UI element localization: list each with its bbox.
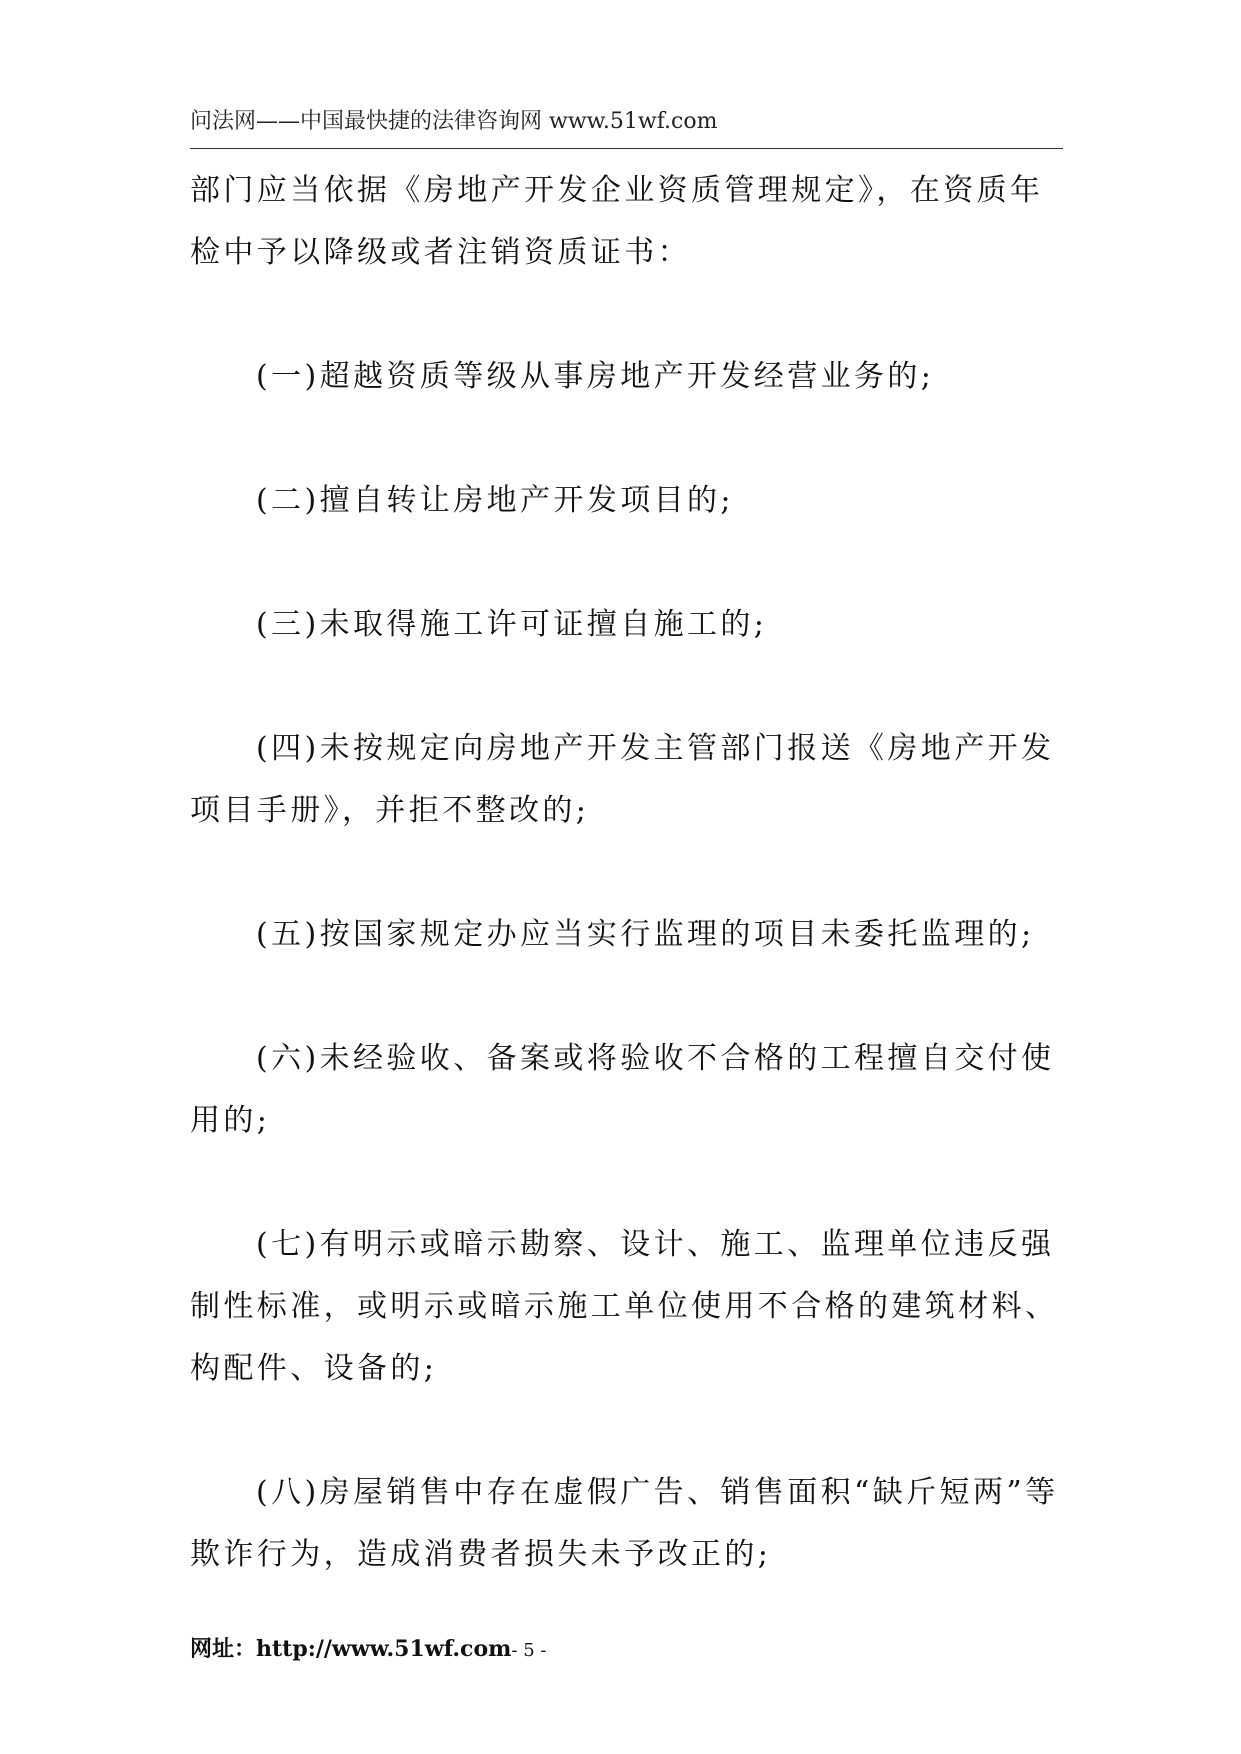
clause-7: (七)有明示或暗示勘察、设计、施工、监理单位违反强制性标准，或明示或暗示施工单位使用不合格的建筑材料、构配件、设备的; (190, 1227, 1059, 1386)
header-divider (190, 148, 1063, 149)
document-body (190, 160, 1065, 1648)
clause-6: (六)未经验收、备案或将验收不合格的工程擅自交付使用的; (190, 1041, 1055, 1138)
clause-3: (三)未取得施工许可证擅自施工的; (256, 607, 768, 642)
footer-url: 网址：http://www.51wf.com (190, 1636, 512, 1662)
clause-1: (一)超越资质等级从事房地产开发经营业务的; (256, 359, 935, 394)
header-text: 问法网——中国最快捷的法律咨询网 www.51wf.com (190, 109, 718, 134)
clause-8: (八)房屋销售中存在虚假广告、销售面积“缺斤短两”等欺诈行为，造成消费者损失未予改正的; (190, 1475, 1059, 1572)
page-number: - 5 - (511, 1640, 547, 1661)
clause-2: (二)擅自转让房地产开发项目的; (256, 483, 734, 518)
page-footer (190, 1632, 546, 1663)
clause-5: (五)按国家规定办应当实行监理的项目未委托监理的; (256, 917, 1035, 952)
paragraph-continuation: 部门应当依据《房地产开发企业资质管理规定》，在资质年检中予以降级或者注销资质证书： (190, 173, 1044, 270)
page-header (190, 104, 717, 135)
clause-4: (四)未按规定向房地产开发主管部门报送《房地产开发项目手册》，并拒不整改的; (190, 731, 1055, 828)
